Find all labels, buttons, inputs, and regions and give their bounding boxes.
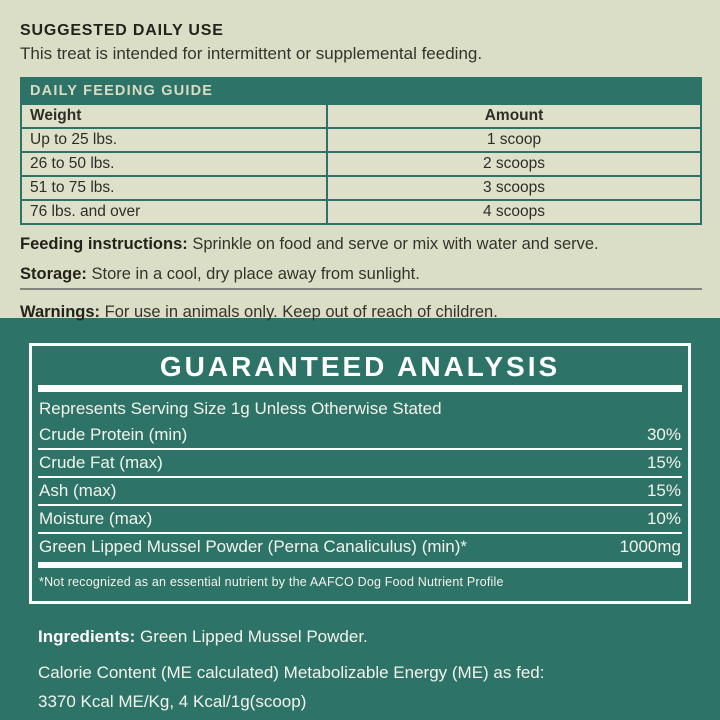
feeding-guide-title: DAILY FEEDING GUIDE: [21, 78, 701, 104]
footnote-divider-bar: [38, 562, 682, 568]
ingredients-value: Green Lipped Mussel Powder.: [140, 627, 368, 646]
daily-feeding-guide-table: [20, 77, 702, 225]
analysis-row-label: Crude Protein (min): [39, 425, 188, 444]
analysis-row-value: 10%: [646, 509, 681, 528]
amount-cell: 1 scoop: [327, 128, 701, 152]
analysis-section: [0, 318, 720, 720]
analysis-row: [39, 422, 681, 448]
analysis-row-label: Ash (max): [39, 481, 117, 500]
analysis-row-label: Moisture (max): [39, 509, 153, 528]
weight-column-header: Weight: [21, 104, 327, 128]
analysis-row: [39, 506, 681, 532]
analysis-row-label: Green Lipped Mussel Powder (Perna Canaliculus) (min)*: [39, 537, 468, 556]
amount-cell: 2 scoops: [327, 152, 701, 176]
section-divider: [20, 288, 702, 290]
storage-text: [20, 265, 702, 284]
feeding-guide-row: [21, 128, 701, 152]
serving-size-note: Represents Serving Size 1g Unless Otherwise Stated: [39, 399, 442, 418]
weight-cell: 26 to 50 lbs.: [21, 152, 327, 176]
intended-use-text: This treat is intended for intermittent or supplemental feeding.: [20, 44, 483, 63]
analysis-row-value: 30%: [646, 425, 681, 444]
amount-column-header: Amount: [327, 104, 701, 128]
feeding-instructions-value: Sprinkle on food and serve or mix with water and serve.: [192, 235, 599, 253]
warnings-value: For use in animals only. Keep out of reach of children.: [104, 303, 498, 321]
analysis-row: [39, 450, 681, 476]
storage-value: Store in a cool, dry place away from sunlight.: [91, 265, 420, 283]
analysis-row-value: 1000mg: [619, 537, 681, 556]
analysis-row-label: Crude Fat (max): [39, 453, 163, 472]
feeding-guide-title-row: [21, 78, 701, 104]
warnings-label: Warnings:: [20, 303, 101, 321]
analysis-row-value: 15%: [646, 481, 681, 500]
weight-cell: 76 lbs. and over: [21, 200, 327, 224]
calorie-content-line1: Calorie Content (ME calculated) Metabolizable Energy (ME) as fed:: [38, 663, 545, 682]
feeding-instructions-label: Feeding instructions:: [20, 235, 188, 253]
analysis-row: [39, 534, 681, 560]
ingredients-label: Ingredients:: [38, 627, 136, 646]
storage-label: Storage:: [20, 265, 87, 283]
suggested-daily-use-heading: SUGGESTED DAILY USE: [20, 22, 224, 39]
amount-cell: 4 scoops: [327, 200, 701, 224]
feeding-guide-row: [21, 176, 701, 200]
analysis-footnote: *Not recognized as an essential nutrient by the AAFCO Dog Food Nutrient Profile: [39, 575, 504, 589]
weight-cell: 51 to 75 lbs.: [21, 176, 327, 200]
analysis-row-value: 15%: [646, 453, 681, 472]
feeding-instructions-text: [20, 235, 702, 254]
guaranteed-analysis-title: GUARANTEED ANALYSIS: [159, 351, 561, 382]
feeding-guide-header-row: [21, 104, 701, 128]
ingredients-text: [38, 627, 682, 647]
feeding-guide-row: [21, 200, 701, 224]
weight-cell: Up to 25 lbs.: [21, 128, 327, 152]
calorie-content-line2: 3370 Kcal ME/Kg, 4 Kcal/1g(scoop): [38, 692, 307, 711]
analysis-row: [39, 478, 681, 504]
feeding-guide-row: [21, 152, 701, 176]
usage-section: [0, 0, 720, 321]
guaranteed-analysis-box: [29, 343, 691, 604]
amount-cell: 3 scoops: [327, 176, 701, 200]
title-divider-bar: [38, 385, 682, 392]
